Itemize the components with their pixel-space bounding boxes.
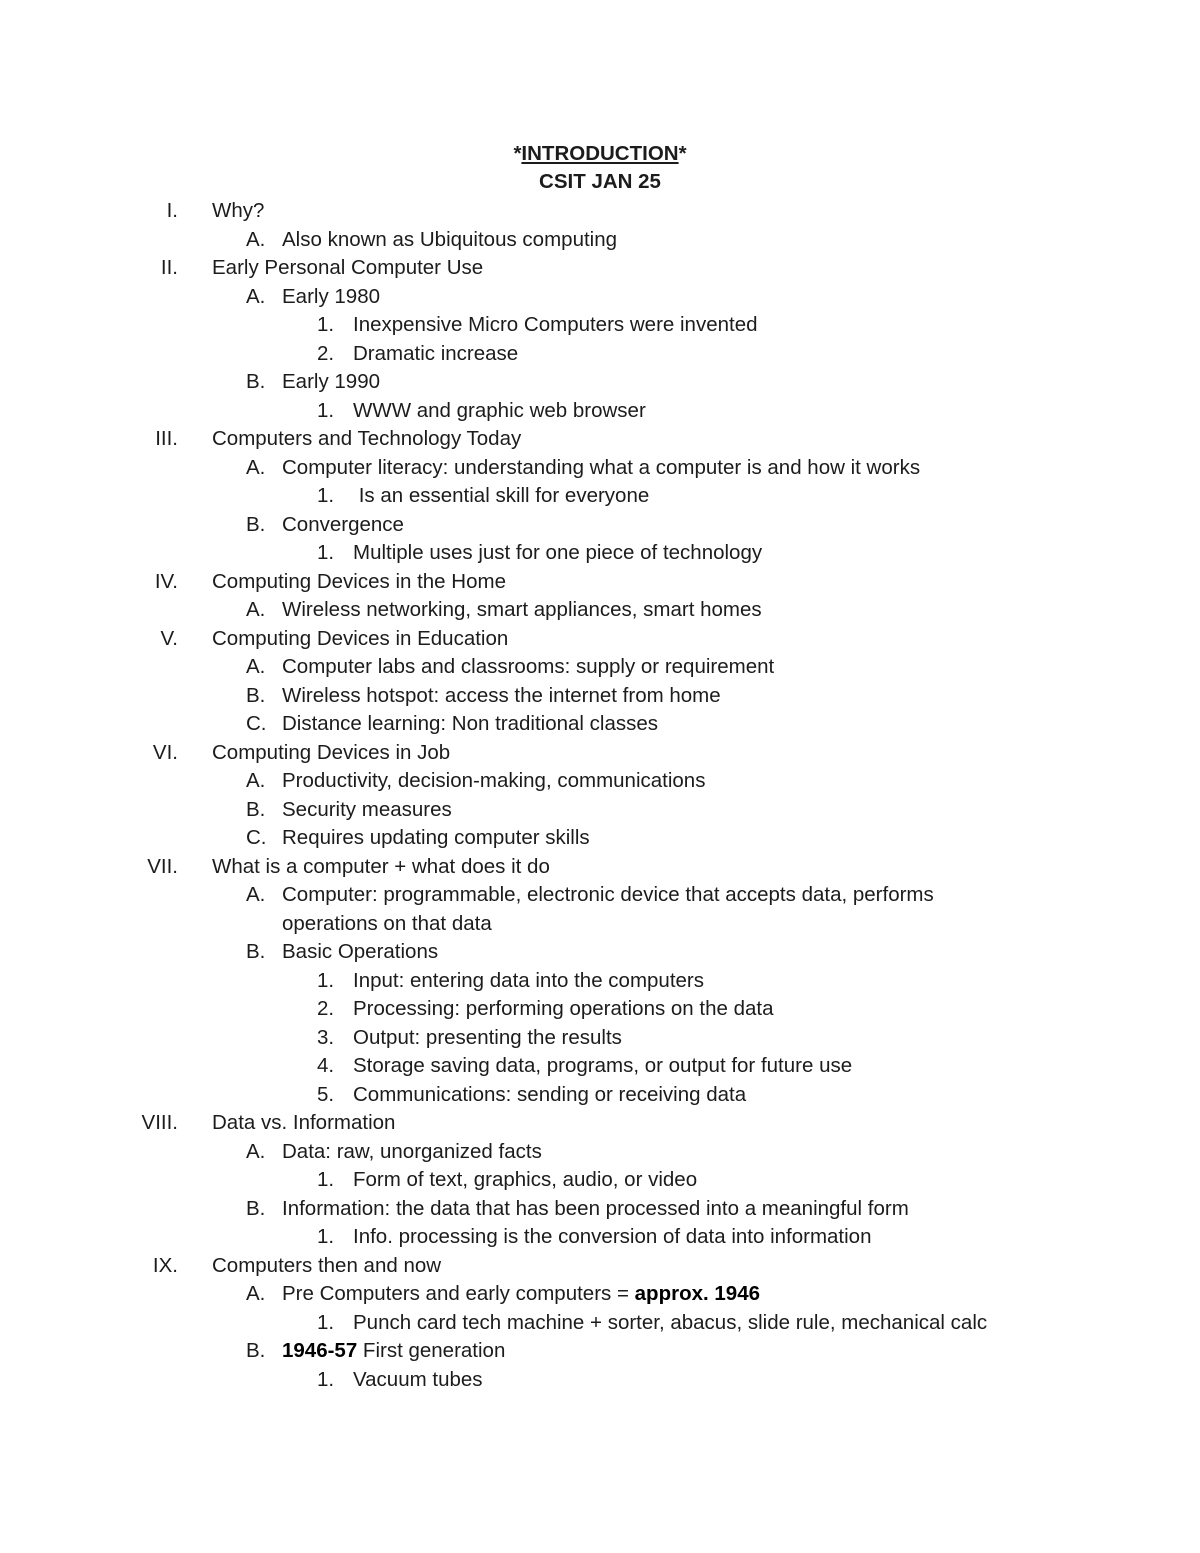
outline-text: [212, 425, 521, 454]
outline-marker: VI.: [152, 740, 178, 764]
outline-item-level-2: [0, 226, 1200, 255]
outline-plain-text: Convergence: [282, 512, 404, 536]
outline-text: [353, 1052, 852, 1081]
outline-marker: B.: [246, 683, 266, 707]
outline-marker: A.: [246, 284, 266, 308]
outline-text: [212, 1252, 441, 1281]
outline-list: [0, 197, 1200, 1394]
outline-plain-text: Basic Operations: [282, 940, 439, 963]
outline-item-level-3: [0, 311, 1200, 340]
outline-text: [282, 881, 934, 910]
outline-text: [282, 653, 774, 682]
outline-marker: VII.: [147, 854, 178, 878]
outline-marker: 1.: [317, 1225, 335, 1248]
outline-plain-text: What is a computer + what does it do: [212, 854, 550, 878]
outline-plain-text: Data vs. Information: [212, 1111, 396, 1134]
outline-item-level-2: [0, 796, 1200, 825]
outline-plain-text: Computers then and now: [212, 1253, 442, 1277]
outline-text: [282, 226, 617, 255]
outline-marker: 1.: [317, 1367, 335, 1391]
outline-text: [212, 568, 506, 597]
outline-marker: 1.: [317, 484, 335, 507]
outline-text: [282, 1337, 505, 1366]
outline-text: [353, 311, 758, 340]
outline-text: [212, 1109, 395, 1138]
outline-item-level-2: [0, 283, 1200, 312]
outline-plain-text: Storage saving data, programs, or output for future use: [353, 1054, 853, 1077]
outline-text: [353, 1166, 697, 1195]
outline-plain-text: Input: entering data into the computers: [353, 968, 705, 992]
outline-marker: IV.: [154, 569, 178, 593]
outline-text: [353, 340, 518, 369]
outline-marker: C.: [246, 712, 267, 735]
outline-item-level-3: [0, 1223, 1200, 1252]
outline-text: [353, 1081, 746, 1110]
outline-marker: V.: [160, 626, 178, 650]
outline-item-level-1: [0, 625, 1200, 654]
outline-marker: B.: [246, 512, 266, 536]
outline-item-level-1: [0, 254, 1200, 283]
outline-item-level-2: [0, 910, 1200, 939]
outline-marker: A.: [246, 655, 266, 678]
outline-item-level-2: [0, 596, 1200, 625]
outline-text: [282, 796, 452, 825]
outline-plain-text: Wireless hotspot: access the internet from home: [282, 683, 721, 707]
outline-text: [353, 1366, 483, 1395]
outline-item-level-2: [0, 1195, 1200, 1224]
outline-plain-text: Early 1980: [282, 284, 381, 308]
outline-text: [212, 853, 550, 882]
outline-text: [282, 1138, 542, 1167]
outline-item-level-3: [0, 482, 1200, 511]
outline-plain-text: Productivity, decision-making, communications: [282, 769, 706, 792]
outline-plain-text: Computer: programmable, electronic device that accepts data, performs: [282, 883, 934, 906]
outline-plain-text: Inexpensive Micro Computers were invented: [353, 313, 758, 336]
outline-bold-text: approx. 1946: [634, 1282, 760, 1305]
outline-marker: B.: [246, 1339, 266, 1362]
outline-item-level-2: [0, 653, 1200, 682]
outline-marker: II.: [160, 256, 178, 279]
outline-item-level-1: [0, 425, 1200, 454]
outline-plain-text: Information: the data that has been processed into a meaningful form: [282, 1196, 909, 1220]
outline-item-level-2: [0, 511, 1200, 540]
outline-plain-text: Early Personal Computer Use: [212, 256, 484, 279]
outline-marker: A.: [246, 1139, 266, 1163]
outline-plain-text: Punch card tech machine + sorter, abacus, slide rule, mechanical calc: [353, 1310, 988, 1334]
outline-marker: VIII.: [141, 1111, 178, 1134]
outline-item-level-1: [0, 197, 1200, 226]
outline-text: [282, 1195, 909, 1224]
outline-plain-text: Also known as Ubiquitous computing: [282, 227, 618, 251]
outline-text: [353, 482, 649, 511]
outline-item-level-3: [0, 1366, 1200, 1395]
outline-text: [282, 824, 590, 853]
outline-plain-text: Computer literacy: understanding what a computer is and how it works: [282, 455, 921, 479]
outline-item-level-2: [0, 1280, 1200, 1309]
outline-plain-text: Computing Devices in Education: [212, 626, 509, 650]
outline-plain-text: Distance learning: Non traditional classes: [282, 712, 659, 735]
outline-marker: 2.: [317, 341, 335, 365]
outline-item-level-2: [0, 1337, 1200, 1366]
outline-text: [353, 1024, 622, 1053]
outline-marker: B.: [246, 1196, 266, 1220]
outline-marker: A.: [246, 227, 266, 251]
outline-item-level-3: [0, 967, 1200, 996]
outline-item-level-2: [0, 881, 1200, 910]
outline-text: [353, 1223, 872, 1252]
outline-plain-text: Early 1990: [282, 370, 381, 393]
document-subtitle: CSIT JAN 25: [539, 170, 661, 193]
outline-item-level-2: [0, 824, 1200, 853]
outline-marker: 5.: [317, 1082, 335, 1106]
outline-text: [212, 739, 450, 768]
outline-text: [282, 511, 404, 540]
outline-item-level-2: [0, 682, 1200, 711]
outline-marker: A.: [246, 455, 266, 479]
outline-marker: 1.: [317, 398, 335, 422]
outline-item-level-1: [0, 568, 1200, 597]
title-underlined: INTRODUCTION: [521, 142, 679, 165]
outline-plain-text: Security measures: [282, 797, 452, 821]
outline-plain-text: Communications: sending or receiving data: [353, 1082, 747, 1106]
outline-marker: I.: [166, 199, 178, 222]
outline-text: [282, 682, 721, 711]
outline-item-level-1: [0, 1252, 1200, 1281]
outline-marker: B.: [246, 797, 266, 821]
outline-text: [212, 625, 508, 654]
outline-plain-text: Computing Devices in Job: [212, 740, 451, 764]
outline-item-level-2: [0, 767, 1200, 796]
outline-item-level-2: [0, 454, 1200, 483]
outline-bold-text: 1946-57: [282, 1339, 358, 1362]
outline-plain-text: Wireless networking, smart appliances, smart homes: [282, 598, 762, 621]
outline-marker: A.: [246, 769, 266, 792]
outline-item-level-3: [0, 1024, 1200, 1053]
outline-item-level-3: [0, 340, 1200, 369]
outline-text: [282, 1280, 760, 1309]
outline-plain-text: Processing: performing operations on the data: [353, 997, 774, 1020]
outline-plain-text: First generation: [357, 1339, 506, 1362]
outline-item-level-3: [0, 1081, 1200, 1110]
outline-text: [282, 767, 705, 796]
outline-text: [282, 368, 380, 397]
outline-marker: 4.: [317, 1054, 335, 1077]
outline-item-level-2: [0, 938, 1200, 967]
outline-text: [282, 283, 380, 312]
outline-plain-text: WWW and graphic web browser: [353, 398, 646, 422]
outline-item-level-2: [0, 710, 1200, 739]
title-suffix: *: [678, 142, 687, 165]
outline-text: [353, 995, 774, 1024]
outline-item-level-3: [0, 995, 1200, 1024]
outline-item-level-3: [0, 397, 1200, 426]
outline-plain-text: Dramatic increase: [353, 341, 519, 365]
outline-plain-text: Computers and Technology Today: [212, 427, 522, 450]
outline-plain-text: Computer labs and classrooms: supply or requirement: [282, 655, 775, 678]
outline-item-level-3: [0, 1166, 1200, 1195]
outline-marker: 1.: [317, 313, 335, 336]
outline-marker: 1.: [317, 1168, 335, 1191]
outline-text: [353, 397, 646, 426]
outline-marker: A.: [246, 598, 266, 621]
outline-plain-text: Computing Devices in the Home: [212, 569, 506, 593]
outline-item-level-2: [0, 1138, 1200, 1167]
outline-text: [282, 596, 762, 625]
outline-marker: III.: [155, 427, 178, 450]
outline-marker: 2.: [317, 997, 335, 1020]
outline-marker: A.: [246, 1282, 266, 1305]
outline-plain-text: Requires updating computer skills: [282, 826, 590, 849]
outline-marker: 1.: [317, 968, 335, 992]
outline-marker: C.: [246, 826, 267, 849]
outline-marker: A.: [246, 883, 266, 906]
outline-marker: B.: [246, 940, 266, 963]
outline-item-level-2: [0, 368, 1200, 397]
outline-marker: 1.: [317, 1310, 335, 1334]
outline-plain-text: Is an essential skill for everyone: [353, 484, 650, 507]
outline-plain-text: Info. processing is the conversion of data into information: [353, 1225, 872, 1248]
outline-text: [353, 539, 762, 568]
outline-text: [353, 1309, 987, 1338]
title-prefix: *: [513, 142, 522, 165]
outline-text: [212, 254, 483, 283]
outline-plain-text: operations on that data: [282, 911, 492, 935]
document-title: [0, 140, 1200, 168]
outline-plain-text: Data: raw, unorganized facts: [282, 1139, 542, 1163]
outline-text: [282, 710, 658, 739]
outline-marker: IX.: [152, 1253, 178, 1277]
outline-plain-text: Pre Computers and early computers =: [282, 1282, 635, 1305]
outline-marker: 3.: [317, 1025, 335, 1049]
outline-plain-text: Multiple uses just for one piece of technology: [353, 541, 763, 564]
outline-plain-text: Why?: [212, 199, 265, 222]
outline-marker: 1.: [317, 541, 335, 564]
outline-plain-text: Form of text, graphics, audio, or video: [353, 1168, 698, 1191]
outline-item-level-1: [0, 739, 1200, 768]
outline-text: [353, 967, 704, 996]
outline-item-level-3: [0, 1309, 1200, 1338]
outline-text: [282, 910, 492, 939]
outline-text: [282, 454, 920, 483]
outline-marker: B.: [246, 370, 266, 393]
outline-text: [212, 197, 264, 226]
outline-plain-text: Output: presenting the results: [353, 1025, 622, 1049]
outline-plain-text: Vacuum tubes: [353, 1367, 483, 1391]
outline-item-level-1: [0, 853, 1200, 882]
outline-text: [282, 938, 438, 967]
outline-item-level-3: [0, 539, 1200, 568]
outline-item-level-1: [0, 1109, 1200, 1138]
outline-item-level-3: [0, 1052, 1200, 1081]
